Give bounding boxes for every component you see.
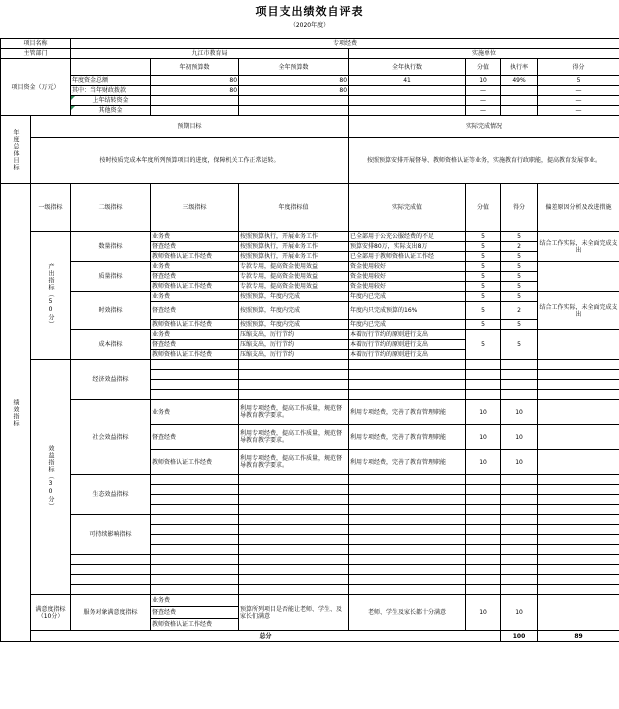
fund-row: 其他资金 — — [1,106,619,116]
actual-goal-text: 按照预算安排开展督导、教师资格认证等业务，实施教育行政职能，提高教育发展事业。 [349,138,619,184]
output-row: 督查经费 按照预算，年度内完成 年度内只完成预算的16% 5 2 [1,302,619,320]
funds-label: 项目资金（万元） [1,59,71,116]
output-row: 督查经费 按照预算执行，开展业务工作 预算安排80万，实际支出8万 5 2 [1,242,619,252]
perf-header: 二级指标 [71,184,151,232]
output-row: 产出指标（50分） 数量指标 业务费 按照预算执行，开展业务工作 已全部用于公充公服经费的不足 5 5 结合工作实际，未全面完成支出 [1,232,619,242]
impl-label: 实施单位 [349,49,619,59]
output-row: 教师资格认证工作经费 专款专用，提高资金使用效益 资金使用较好 5 5 [1,282,619,292]
sheet-subtitle: （2020年度） [289,22,330,29]
output-row: 教师资格认证工作经费 压缩支出，厉行节约 本着厉行节约的原则进行支出 [1,350,619,360]
perf-header: 得分 [501,184,538,232]
fund-header: 执行率 [501,59,538,76]
output-row: 质量指标 业务费 专款专用，提高资金使用效益 资金使用较好 5 5 [1,262,619,272]
eco-benefit-label: 生态效益指标 [71,475,151,515]
evaluation-table: 项目名称 专项经费 主管部门 九江市教育局 实施单位 项目资金（万元） 年初预算数 全年预算数 全年执行数 分值 执行率 得分 年度资金总额 80 80 41 10 49% 5 其中：当年财政拨款 80 80 — — 上年结转资金 — — 其他资金 — — 年度总体目标 预期目标 实际完成情况 按时按质完成本年度所列预算项目的进度，保障机关工作正常运转。 按照预算安排开展督导、教师资格认证等业务，实施教育行政职能，提高教育发展事业。 绩效指标 一级指标 二级指标 三级指标 年度指标值 实际完成值 分值 得分 偏差原因分析及改进措施 产出指标（50分） 数量指标 业务费 按照预算执行，开展业务工作 已全部用于公充公服经费的不足 5 5 结合工作实际，未全面完成支出 督查经费 按照预算执行，开展业务工作 预算安排80万，实际支出8万 5 2 教师资格认证工作经费 按照预算执行，开展业务工作 已全部用于教师资格认证工作经 5 5 质量指标 业务费 专款专用，提高资金使用效益 资金使用较好 5 5 督查经费 专款专用，提高资金使用效益 资金使用较好 5 5 教师资格认证工作经费 专款专用，提高资金使用效益 资金使用较好 5 5 时效指标 业务费 按照预算，年度内完成 年度内已完成 5 5 结合工作实际，未全面完成支出 督查经费 按照预算，年度内完成 年度内只完成预算的16% 5 2 教师资格认证工作经费 按照预算，年度内完成 年度内已完成 5 5 成本指标 业务费 压缩支出，厉行节约 本着厉行节约的原则进行支出 5 5 督查经费 压缩支出，厉行节约 本着厉行节约的原则进行支出 教师资格认证工作经费 压缩支出，厉行节约 本着厉行节约的原则进行支出 效益指标（30分） 经济效益指标 社会效益指标 业务费 利用专项经费，提高工作质量，规范督导教育教学要求。 利用专项经费，完善了教育管理职能 10 10 督查经费 利用专项经费，提高工作质量，规范督导教育教学要求。 利用专项经费，完善了教育管理职能 10 10 教师资格认证工作经费 利用专项经费，提高工作质量，规范督导教育教学要求。 利用专项经费，完善了教育管理职能 10 10 生态效益指标 可持续影响指标 满意度指标（10分） 服务对象满意度指标 业务费 预算所列项目是否能让老师、学生、及家长们满意 老师、学生及家长都十分满意 10 10 督查经费 教师资格认证工作经费 总分 100 89 [0,38,619,642]
social-row: 督查经费 利用专项经费，提高工作质量，规范督导教育教学要求。 利用专项经费，完善了教育管理职能 10 10 [1,425,619,450]
total-row [1,631,619,642]
economic-benefit-label: 经济效益指标 [71,360,151,400]
output-row: 教师资格认证工作经费 按照预算，年度内完成 年度内已完成 5 5 [1,320,619,330]
project-name-label: 项目名称 [1,39,71,49]
fund-header: 全年预算数 [239,59,349,76]
perf-header: 年度指标值 [239,184,349,232]
perf-header: 实际完成值 [349,184,466,232]
output-row: 成本指标 业务费 压缩支出，厉行节约 本着厉行节约的原则进行支出 5 5 [1,330,619,340]
dept-value: 九江市教育局 [71,49,349,59]
sheet-title: 项目支出绩效自评表 [255,5,364,18]
output-row: 督查经费 压缩支出，厉行节约 本着厉行节约的原则进行支出 [1,340,619,350]
social-row: 社会效益指标 业务费 利用专项经费，提高工作质量，规范督导教育教学要求。 利用专项经费，完善了教育管理职能 10 10 [1,400,619,425]
actual-goal-header: 实际完成情况 [349,116,619,138]
output-row: 督查经费 专款专用，提高资金使用效益 资金使用较好 5 5 [1,272,619,282]
fund-header: 全年执行数 [349,59,466,76]
effect-indicator-label: 效益指标（30分） [31,360,71,595]
fund-row: 其中：当年财政拨款 80 80 — — [1,86,619,96]
satisfaction-label: 满意度指标（10分） [31,595,71,631]
satisfaction-row: 满意度指标（10分） 服务对象满意度指标 业务费 预算所列项目是否能让老师、学生、及家长们满意 老师、学生及家长都十分满意 10 10 [1,595,619,607]
output-row: 时效指标 业务费 按照预算，年度内完成 年度内已完成 5 5 结合工作实际，未全面完成支出 [1,292,619,302]
fund-header: 得分 [538,59,619,76]
annual-goal-label: 年度总体目标 [1,116,31,184]
perf-header: 三级指标 [151,184,239,232]
perf-header: 一级指标 [31,184,71,232]
total-got: 89 [538,631,619,642]
output-row: 教师资格认证工作经费 按照预算执行，开展业务工作 已全部用于教师资格认证工作经 5 5 [1,252,619,262]
output-indicator-label: 产出指标（50分） [31,232,71,360]
perf-header: 偏差原因分析及改进措施 [538,184,619,232]
expected-goal-text: 按时按质完成本年度所列预算项目的进度，保障机关工作正常运转。 [31,138,349,184]
total-score: 100 [501,631,538,642]
social-benefit-label: 社会效益指标 [71,400,151,475]
dept-label: 主管部门 [1,49,71,59]
fund-row: 年度资金总额 80 80 41 10 49% 5 [1,76,619,86]
social-row: 教师资格认证工作经费 利用专项经费，提高工作质量，规范督导教育教学要求。 利用专项经费，完善了教育管理职能 10 10 [1,450,619,475]
fund-header: 年初预算数 [151,59,239,76]
fund-row: 上年结转资金 — — [1,96,619,106]
project-name-value: 专项经费 [71,39,619,49]
perf-indicator-label: 绩效指标 [1,184,31,642]
total-label: 总分 [31,631,501,642]
fund-header: 分值 [466,59,501,76]
perf-header: 分值 [466,184,501,232]
sustain-label: 可持续影响指标 [71,515,151,555]
expected-goal-header: 预期目标 [31,116,349,138]
